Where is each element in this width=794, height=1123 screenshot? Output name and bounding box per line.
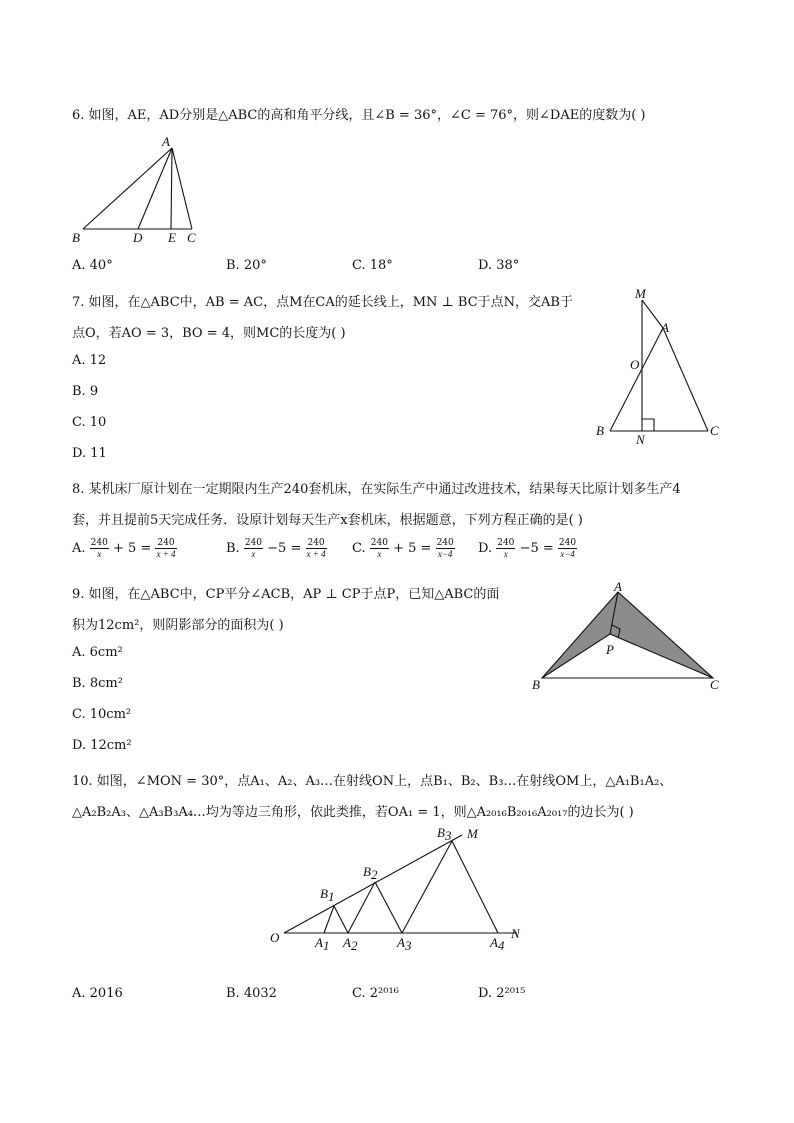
q8-option-d[interactable]: D. $\frac{240}{x}$ −5 = $\frac{240}{x-4}$ xyxy=(478,538,577,559)
q10-label-B2: B2 xyxy=(363,864,378,882)
q9-option-b[interactable]: B. 8cm² xyxy=(72,676,123,691)
q7-option-b[interactable]: B. 9 xyxy=(72,384,99,399)
q10-label-A4: A4 xyxy=(490,935,505,953)
q7-label-B: B xyxy=(596,423,604,438)
q10-stem-line1: 10. 如图，∠MON = 30°，点A₁、A₂、A₃…在射线ON上，点B₁、B₂、B₃…在射线OM上，△A₁B₁A₂、 xyxy=(72,774,673,789)
q8-d-fraction-left: $\frac{240}{x}$ xyxy=(497,538,515,559)
q8-b-fraction-right: $\frac{240}{x + 4}$ xyxy=(306,538,326,559)
q10-option-d[interactable]: D. 2²⁰¹⁵ xyxy=(478,986,526,1001)
q10-option-a[interactable]: A. 2016 xyxy=(72,986,123,1001)
q7-label-N: N xyxy=(636,432,645,446)
q8-option-c[interactable]: C. $\frac{240}{x}$ + 5 = $\frac{240}{x-4}$ xyxy=(352,538,454,559)
q7-label-M: M xyxy=(635,286,646,301)
q7-option-c[interactable]: C. 10 xyxy=(72,415,107,430)
q10-stem-line2: △A₂B₂A₃、△A₃B₃A₄…均为等边三角形，依此类推，若OA₁ = 1，则△A₂₀₁₆B₂₀₁₆A₂₀₁₇的边长为( ) xyxy=(72,805,634,820)
q6-stem: 6. 如图，AE，AD分别是△ABC的高和角平分线，且∠B = 36°，∠C = 76°，则∠DAE的度数为( ) xyxy=(72,108,646,123)
q8-stem-line2: 套，并且提前5天完成任务．设原计划每天生产x套机床，根据题意，下列方程正确的是( ) xyxy=(72,513,583,528)
q6-option-b[interactable]: B. 20° xyxy=(226,258,267,273)
q6-label-D: D xyxy=(133,230,143,244)
q9-label-C: C xyxy=(710,677,719,692)
q6-figure xyxy=(70,134,210,244)
q9-label-A: A xyxy=(614,582,622,594)
q6-option-c[interactable]: C. 18° xyxy=(352,258,393,273)
q9-option-c[interactable]: C. 10cm² xyxy=(72,707,132,722)
q8-c-fraction-right: $\frac{240}{x-4}$ xyxy=(436,538,454,559)
q10-figure xyxy=(262,826,532,956)
q9-label-B: B xyxy=(532,677,540,692)
q9-option-d[interactable]: D. 12cm² xyxy=(72,738,132,753)
q6-label-A: A xyxy=(162,134,170,149)
q6-option-d[interactable]: D. 38° xyxy=(478,258,520,273)
q6-label-C: C xyxy=(187,230,196,244)
q7-stem-line2: 点O，若AO = 3，BO = 4，则MC的长度为( ) xyxy=(72,326,346,341)
q9-figure xyxy=(528,582,728,694)
q7-label-C: C xyxy=(710,423,719,438)
q7-option-a[interactable]: A. 12 xyxy=(72,353,107,368)
q10-label-B1: B1 xyxy=(320,886,335,904)
q8-option-a[interactable]: A. $\frac{240}{x}$ + 5 = $\frac{240}{x + 4}$ xyxy=(72,538,176,559)
q8-b-fraction-left: $\frac{240}{x}$ xyxy=(244,538,263,559)
q9-label-P: P xyxy=(606,642,614,657)
q10-label-A2: A2 xyxy=(343,935,358,953)
q10-label-O: O xyxy=(270,930,280,945)
q8-option-b[interactable]: B. $\frac{240}{x}$ −5 = $\frac{240}{x + 4}$ xyxy=(226,538,326,559)
q6-option-a[interactable]: A. 40° xyxy=(72,258,113,273)
q10-option-c[interactable]: C. 2²⁰¹⁶ xyxy=(352,986,399,1001)
q9-option-a[interactable]: A. 6cm² xyxy=(72,645,123,660)
q6-label-B: B xyxy=(72,230,80,244)
q10-label-M: M xyxy=(467,826,478,841)
q10-label-B3: B3 xyxy=(437,826,452,843)
q7-option-d[interactable]: D. 11 xyxy=(72,446,107,461)
q9-stem-line2: 积为12cm²，则阴影部分的面积为( ) xyxy=(72,618,284,633)
q7-stem-line1: 7. 如图，在△ABC中，AB = AC，点M在CA的延长线上，MN ⊥ BC于点N，交AB于 xyxy=(72,295,573,310)
q10-label-A3: A3 xyxy=(397,935,412,953)
q8-a-fraction-right: $\frac{240}{x + 4}$ xyxy=(156,538,176,559)
q9-shade-right xyxy=(610,592,713,678)
q8-c-fraction-left: $\frac{240}{x}$ xyxy=(370,538,388,559)
q10-label-A1: A1 xyxy=(315,935,330,953)
q8-d-fraction-right: $\frac{240}{x-4}$ xyxy=(558,538,577,559)
q10-option-b[interactable]: B. 4032 xyxy=(226,986,277,1001)
q7-label-A: A xyxy=(661,320,669,335)
q10-label-N: N xyxy=(511,926,520,941)
q9-stem-line1: 9. 如图，在△ABC中，CP平分∠ACB，AP ⊥ CP于点P，已知△ABC的面 xyxy=(72,587,500,602)
q8-stem-line1: 8. 某机床厂原计划在一定期限内生产240套机床，在实际生产中通过改进技术，结果每天比原计划多生产4 xyxy=(72,482,681,497)
q7-figure xyxy=(590,286,730,446)
q7-label-O: O xyxy=(630,357,640,372)
q8-a-fraction-left: $\frac{240}{x}$ xyxy=(90,538,108,559)
q6-label-E: E xyxy=(168,230,176,244)
